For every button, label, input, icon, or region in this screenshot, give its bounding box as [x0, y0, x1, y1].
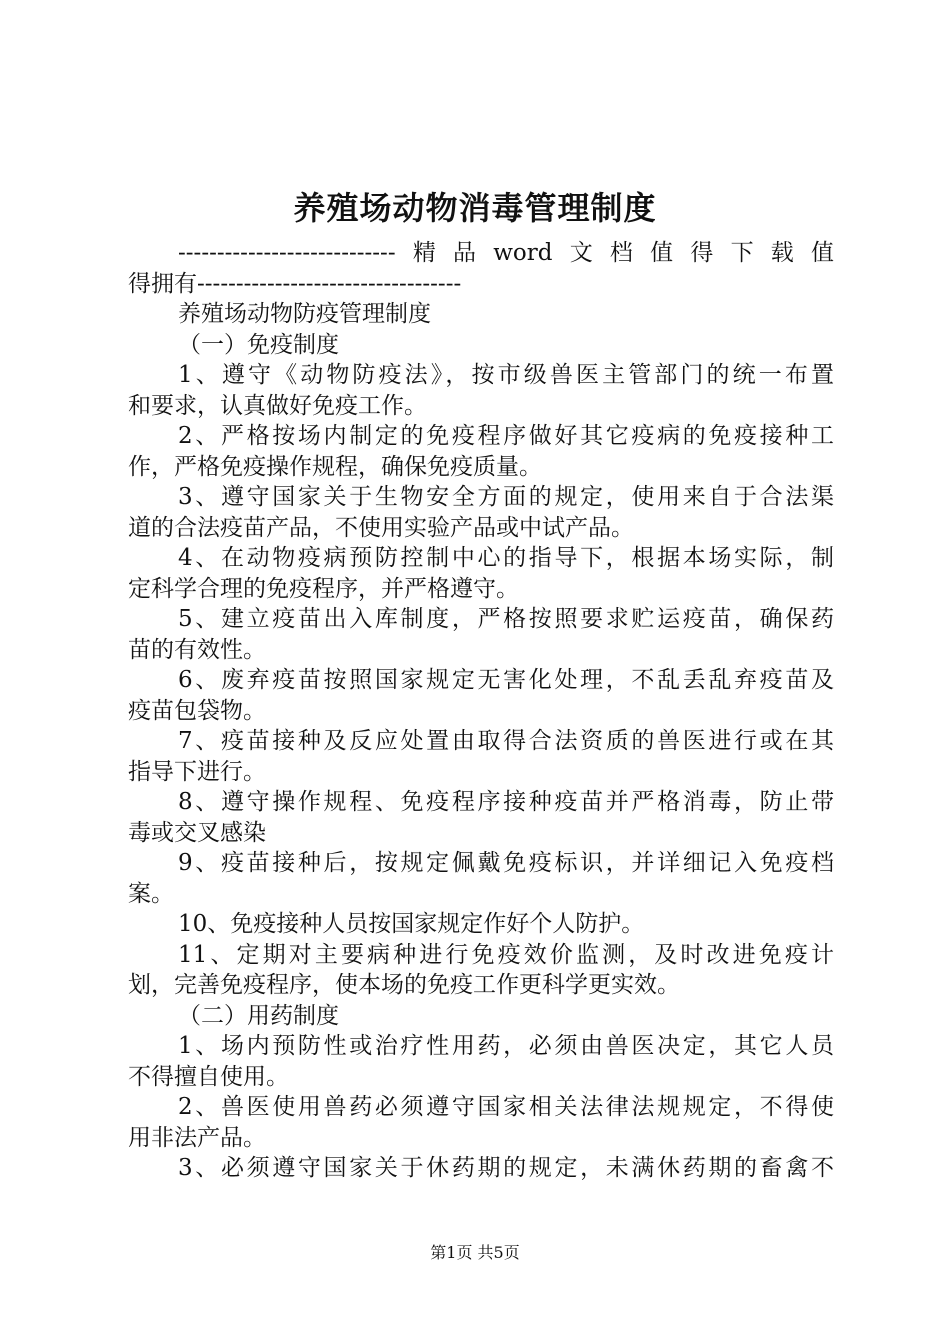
- text-line: 2、严格按场内制定的免疫程序做好其它疫病的免疫接种工: [178, 423, 834, 449]
- text-line: 3、遵守国家关于生物安全方面的规定，使用来自于合法渠: [178, 484, 834, 510]
- text-line: 道的合法疫苗产品，不使用实验产品或中试产品。: [128, 514, 634, 541]
- text-line: 7、疫苗接种及反应处置由取得合法资质的兽医进行或在其: [178, 728, 834, 754]
- text-line: 不得擅自使用。: [128, 1063, 289, 1090]
- text-line: 和要求，认真做好免疫工作。: [128, 392, 427, 419]
- text-line: 疫苗包袋物。: [128, 697, 266, 724]
- page-footer: 第1页 共5页: [430, 1243, 520, 1262]
- text-line: 10、免疫接种人员按国家规定作好个人防护。: [178, 911, 645, 937]
- text-line: 4、在动物疫病预防控制中心的指导下，根据本场实际，制: [178, 545, 834, 571]
- text-line: 定科学合理的免疫程序，并严格遵守。: [128, 575, 519, 602]
- text-line: 11、定期对主要病种进行免疫效价监测，及时改进免疫计: [178, 941, 834, 968]
- text-line: 3、必须遵守国家关于休药期的规定，未满休药期的畜禽不: [178, 1155, 834, 1181]
- text-line: 5、建立疫苗出入库制度，严格按照要求贮运疫苗，确保药: [178, 606, 834, 632]
- text-line: 6、废弃疫苗按照国家规定无害化处理，不乱丢乱弃疫苗及: [178, 667, 834, 693]
- text-line: 养殖场动物防疫管理制度: [178, 301, 431, 327]
- text-line: 作，严格免疫操作规程，确保免疫质量。: [128, 453, 542, 480]
- text-line: 1、场内预防性或治疗性用药，必须由兽医决定，其它人员: [178, 1033, 834, 1059]
- document-title: 养殖场动物消毒管理制度: [293, 189, 657, 227]
- text-line: 1、遵守《动物防疫法》，按市级兽医主管部门的统一布置: [178, 362, 834, 388]
- text-line: 指导下进行。: [128, 758, 266, 785]
- text-line: （二）用药制度: [178, 1002, 339, 1029]
- text-line: 划，完善免疫程序，使本场的免疫工作更科学更实效。: [128, 972, 680, 998]
- text-line: 2、兽医使用兽药必须遵守国家相关法律法规规定，不得使: [178, 1094, 834, 1120]
- text-line: 9、疫苗接种后，按规定佩戴免疫标识，并详细记入免疫档: [178, 850, 834, 876]
- text-line: 案。: [128, 880, 174, 907]
- document-body: [128, 238, 834, 1184]
- text-line: 苗的有效性。: [128, 636, 266, 663]
- text-line: ----------------------------精品word文档值得下载值: [178, 240, 834, 266]
- text-line: 得拥有----------------------------------: [128, 270, 462, 297]
- text-line: 8、遵守操作规程、免疫程序接种疫苗并严格消毒，防止带: [178, 789, 834, 815]
- text-line: 毒或交叉感染: [128, 819, 266, 846]
- text-line: （一）免疫制度: [178, 331, 339, 358]
- text-line: 用非法产品。: [128, 1124, 266, 1151]
